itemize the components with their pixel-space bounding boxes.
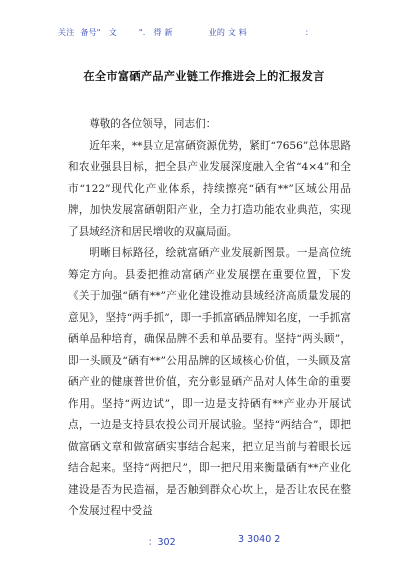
header-text: ： bbox=[304, 27, 314, 37]
header-text: 备号" bbox=[80, 27, 101, 37]
header-watermark-bar bbox=[58, 26, 358, 38]
header-text: 得 新 bbox=[153, 27, 173, 37]
header-text: ". bbox=[138, 27, 146, 37]
footer-text-right: 3 3040 2 bbox=[238, 534, 281, 545]
footer-text-left: ：302 bbox=[148, 537, 176, 548]
header-text: 业的 文 料 bbox=[208, 27, 247, 37]
header-text: 关注 bbox=[58, 27, 75, 37]
salutation: 尊敬的各位领导，同志们： bbox=[89, 118, 217, 130]
footer-watermark-bar bbox=[0, 534, 408, 548]
body-paragraph: 近年来，**县立足富硒资源优势，紧盯“7656”总体思路和农业强县目标，把全县产业发展深度融入全省“4×4”和全市“122”现代化产业体系，持续擦亮“硒有**”区域公用品牌，加快发展富硒朝阳产业，全力打造功能农业典范，实现了县域经济和居民增收的双赢局面。 bbox=[68, 139, 351, 238]
header-text: 文 bbox=[108, 27, 117, 37]
body-paragraph: 明晰目标路径，绘就富硒产业发展新图景。一是高位统筹定方向。县委把推动富硒产业发展摆在重要位置，下发《关于加强“硒有**”产业化建设推动县域经济高质量发展的意见》，坚持“两手抓”，即一手抓富硒品牌知名度，一手抓富硒单品种培育，确保品牌不丢和单品要有。坚持“两头顾”，即一头顾及“硒有**”公用品牌的区域核心价值，一头顾及富硒产业的健康普世价值，充分彰显硒产品对人体生命的重要作用。坚持“两边试”，即一边是支持硒有**产业办开展试点，一边是支持县农投公司开展试验。坚持“两结合”，即把做富硒文章和做富硒实事结合起来，把立足当前与着眼长远结合起来。坚持“两把尺”，即一把尺用来衡量硒有**产业化建设是否为民造福，是否触到群众心坎上，是否让农民在整个发展过程中受益 bbox=[68, 247, 351, 517]
document-title: 在全市富硒产品产业链工作推进会上的汇报发言 bbox=[83, 70, 325, 83]
document-body bbox=[68, 114, 351, 523]
